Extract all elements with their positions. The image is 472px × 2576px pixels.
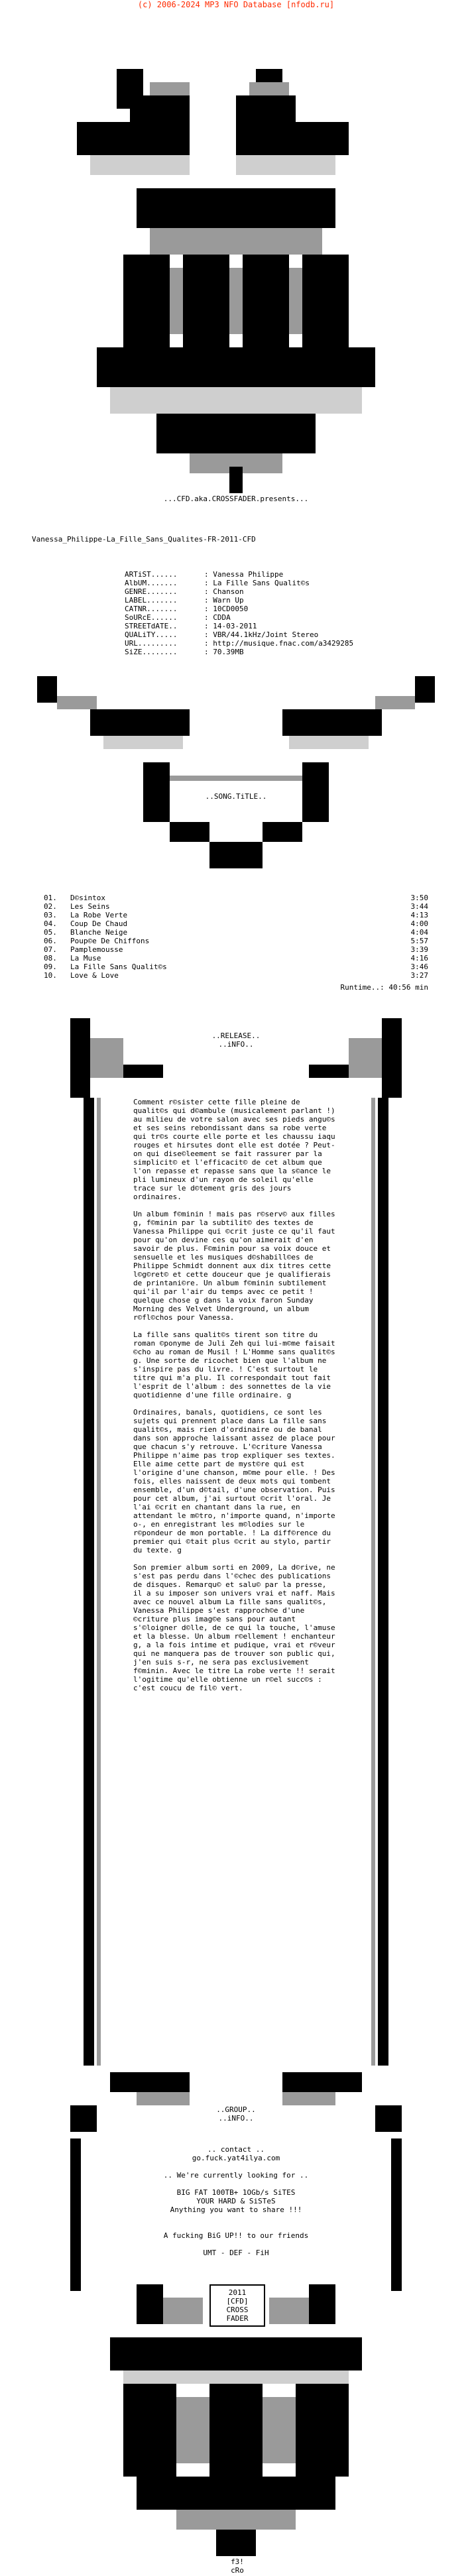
info-value: : Chanson	[204, 587, 244, 596]
footer-line: .. contact ..	[207, 2145, 265, 2154]
track-name: Love & Love	[70, 971, 119, 980]
track-row	[44, 919, 428, 928]
info-value: : 70.39MB	[204, 648, 244, 656]
info-key: QUALiTY.....	[125, 630, 178, 639]
info-key: URL.........	[125, 639, 178, 648]
info-paragraph: La fille sans qualit©s tirent son titre du roman ©ponyme de Juli Zeh qui lui-m©me faisait ©cho au roman de Musil ! L'Homme sans qualit©s g. Une sorte de ricochet bien que l'album ne s'inspire pas du livre. ! C'est surtout le titre qui m'a plu. Il correspondait tout fait l'esprit de l'album : des sonnettes de la vie quotidienne d'une fille ordinaire. g	[133, 1330, 335, 1399]
info-key: AlbUM.......	[125, 579, 178, 587]
track-dur: 3:39	[410, 945, 428, 954]
release-info-text	[133, 1098, 339, 1701]
info-row	[125, 613, 472, 622]
logo-side-tag	[349, 347, 375, 365]
track-num: 08.	[44, 954, 57, 963]
info-paragraph: Un album f©minin ! mais pas r©serv© aux filles g, f©minin par la subtilit© des textes de Vanessa Philippe qui ©crit juste ce qu'il faut pour qu'on devine ces qu'on aimerait d'en savoir de plus. F©minin pour sa voix douce et sensuelle et les musiques d©shabill©es de Philippe Schmidt donnent aux dix titres cette l©g©ret© et cette douceur que je qualifierais de printani©re. Un album f©minin subtilement qui'il par l'air du temps avec ce petit ! quelque chose g dans la voix faron Sunday Morning des Velvet Underground, un album r©fl©chos pour Vanessa.	[133, 1210, 335, 1322]
track-name: Les Seins	[70, 902, 110, 911]
group-info-text	[97, 2145, 375, 2257]
info-value: : CDDA	[204, 613, 231, 622]
info-row	[125, 587, 472, 596]
song-title-art	[37, 676, 435, 868]
track-num: 03.	[44, 911, 57, 919]
track-row	[44, 971, 428, 980]
logo-side-tag-line: cRo	[355, 356, 369, 365]
info-key: GENRE.......	[125, 587, 178, 596]
track-name: Blanche Neige	[70, 928, 128, 937]
info-value: : 10CD0050	[204, 605, 249, 613]
track-dur: 3:27	[410, 971, 428, 980]
release-info-heading-line: ..iNFO..	[218, 1040, 254, 1049]
info-row	[125, 622, 472, 630]
track-dur: 5:57	[410, 937, 428, 945]
logo-side-tag-line: f3!	[355, 347, 369, 356]
track-num: 10.	[44, 971, 57, 980]
info-row	[125, 570, 472, 579]
info-key: SiZE........	[125, 648, 178, 656]
info-value: : Warn Up	[204, 596, 244, 605]
footer-line: .. We're currently looking for ..	[163, 2171, 309, 2180]
cfd-logo-art	[37, 69, 435, 493]
track-row	[44, 937, 428, 945]
release-info-table	[125, 570, 472, 656]
track-dur: 3:44	[410, 902, 428, 911]
track-row	[44, 902, 428, 911]
footer-line	[97, 2162, 375, 2171]
track-row	[44, 963, 428, 971]
crossfader-tag: [CFD]	[226, 2297, 249, 2306]
track-row	[44, 928, 428, 937]
footer-line	[97, 2214, 375, 2223]
bottom-tag	[224, 2557, 251, 2575]
group-info-heading-line: ..GROUP..	[216, 2105, 256, 2114]
track-dur: 4:16	[410, 954, 428, 963]
track-num: 02.	[44, 902, 57, 911]
track-num: 07.	[44, 945, 57, 954]
info-key: LABEL.......	[125, 596, 178, 605]
footer-line: YOUR HARD & SiSTeS	[196, 2197, 276, 2205]
crossfader-year: 2011	[228, 2288, 247, 2297]
info-row	[125, 639, 472, 648]
bottom-logo-art	[97, 2284, 375, 2576]
info-paragraph: Comment r©sister cette fille pleine de qualit©s qui d©ambule (musicalement parlant !) au milieu de votre salon avec ses pieds angu©s et ses seins rebondissant dans sa robe verte qui tr©s courte elle porte et les chaussu iaqu rouges et hirsutes dont elle est dotée ? Peut-on qui dise©leement se fait rassurer par la simplicit© et l'efficacit© de cet album que l'on repasse et repasse sans que la s©ance le pli lumineux d'un rayon de soleil qu'elle trace sur le d©tement gris des jours ordinaires.	[133, 1098, 335, 1201]
info-key: SoURcE......	[125, 613, 178, 622]
info-key: ARTiST......	[125, 570, 178, 579]
footer-line: A fucking BiG UP!! to our friends	[163, 2231, 309, 2240]
track-dur: 4:00	[410, 919, 428, 928]
track-name: La Muse	[70, 954, 101, 963]
info-row	[125, 605, 472, 613]
track-row	[44, 911, 428, 919]
group-info-heading	[70, 2105, 402, 2123]
info-paragraph: Son premier album sorti en 2009, La d©rive, ne s'est pas perdu dans l'©chec des publications de disques. Remarqu© et salu© par la presse, il a su imposer son univers vrai et naff. Mais avec ce nouvel album La fille sans qualit©s, Vanessa Philippe s'est rapproch©e d'une ©criture plus imag©e sans pour autant s'©loigner d©lle, de ce qui la touche, l'amuse et la blesse. Un album r©ellement ! enchanteur g, a la fois intime et pudique, vrai et r©veur qui ne manquera pas de trouver son public qui, j'en suis s-r, ne sera pas exclusivement f©minin. Avec le titre La robe verte !! serait l'ogitime qu'elle obtienne un r©el succ©s : c'est coucu de fil© vert.	[133, 1563, 335, 1692]
track-num: 01.	[44, 894, 57, 902]
release-name: Vanessa_Philippe-La_Fille_Sans_Qualites-FR-2011-CFD	[32, 535, 256, 544]
info-key: CATNR.......	[125, 605, 178, 613]
info-paragraph: Ordinaires, banals, quotidiens, ce sont les sujets qui prennent place dans La fille sans qualit©s, mais rien d'ordinaire ou de banal dans son approche laissant assez de place pour que chacun s'y retrouve. L'©criture Vanessa Philippe n'aime pas trop expliquer ses textes. Elle aime cette part de myst©re qui est l'origine d'une chanson, m©me pour elle. ! Des fois, elles naissent de deux mots qui tombent ensemble, d'un d©tail, d'une observation. Puis pour cet album, j'ai surtout ©crit l'oral. Je l'ai ©crit en chantant dans la rue, en attendant le m©tro, n'importe quand, n'importe o-, en enregistrant les m©lodies sur le r©pondeur de mon portable. ! La diff©rence du premier qui ©tait plus ©crit au stylo, partir du texte. g	[133, 1408, 335, 1554]
tracklist	[44, 894, 428, 980]
info-row	[125, 596, 472, 605]
track-dur: 3:46	[410, 963, 428, 971]
track-dur: 4:13	[410, 911, 428, 919]
track-num: 09.	[44, 963, 57, 971]
info-value: : 14-03-2011	[204, 622, 257, 630]
info-key: STREETdATE..	[125, 622, 178, 630]
group-info-heading-line: ..iNFO..	[218, 2114, 254, 2123]
track-row	[44, 894, 428, 902]
info-value: : La Fille Sans Qualit©s	[204, 579, 310, 587]
crossfader-word: CROSS	[226, 2306, 249, 2314]
track-name: La Fille Sans Qualit©s	[70, 963, 167, 971]
track-name: La Robe Verte	[70, 911, 128, 919]
footer-line: BIG FAT 100TB+ 1OGb/s SiTES	[176, 2188, 296, 2197]
track-row	[44, 954, 428, 963]
track-dur: 3:50	[410, 894, 428, 902]
bottom-tag-line: cRo	[231, 2566, 244, 2575]
info-row	[125, 579, 472, 587]
footer-line	[97, 2240, 375, 2249]
runtime: Runtime..: 40:56 min	[340, 983, 428, 992]
track-num: 04.	[44, 919, 57, 928]
song-title-heading: ..SONG.TiTLE..	[205, 792, 267, 801]
track-dur: 4:04	[410, 928, 428, 937]
track-num: 05.	[44, 928, 57, 937]
crossfader-box	[209, 2284, 265, 2327]
track-name: Coup De Chaud	[70, 919, 128, 928]
copyright-notice: (c) 2006-2024 MP3 NFO Database [nfodb.ru]	[137, 0, 335, 9]
track-name: Pamplemousse	[70, 945, 123, 954]
info-row	[125, 648, 472, 656]
release-info-heading-line: ..RELEASE..	[211, 1031, 261, 1040]
track-name: D©sintox	[70, 894, 105, 902]
footer-line	[97, 2180, 375, 2188]
track-row	[44, 945, 428, 954]
footer-line: Anything you want to share !!!	[170, 2205, 302, 2214]
track-num: 06.	[44, 937, 57, 945]
release-info-heading	[70, 1031, 402, 1049]
bottom-tag-line: f3!	[231, 2557, 244, 2566]
info-row	[125, 630, 472, 639]
track-name: Poup©e De Chiffons	[70, 937, 150, 945]
crossfader-word: FADER	[226, 2314, 249, 2323]
footer-line: UMT - DEF - FiH	[203, 2249, 269, 2257]
info-value: : Vanessa Philippe	[204, 570, 284, 579]
info-value: : VBR/44.1kHz/Joint Stereo	[204, 630, 319, 639]
info-value[interactable]: : http://musique.fnac.com/a3429285	[204, 639, 354, 648]
presents-tagline: ...CFD.aka.CROSSFADER.presents...	[163, 495, 309, 503]
footer-line	[97, 2223, 375, 2231]
footer-line: go.fuck.yat4ilya.com	[192, 2154, 280, 2162]
release-info-frame	[70, 1018, 402, 2291]
